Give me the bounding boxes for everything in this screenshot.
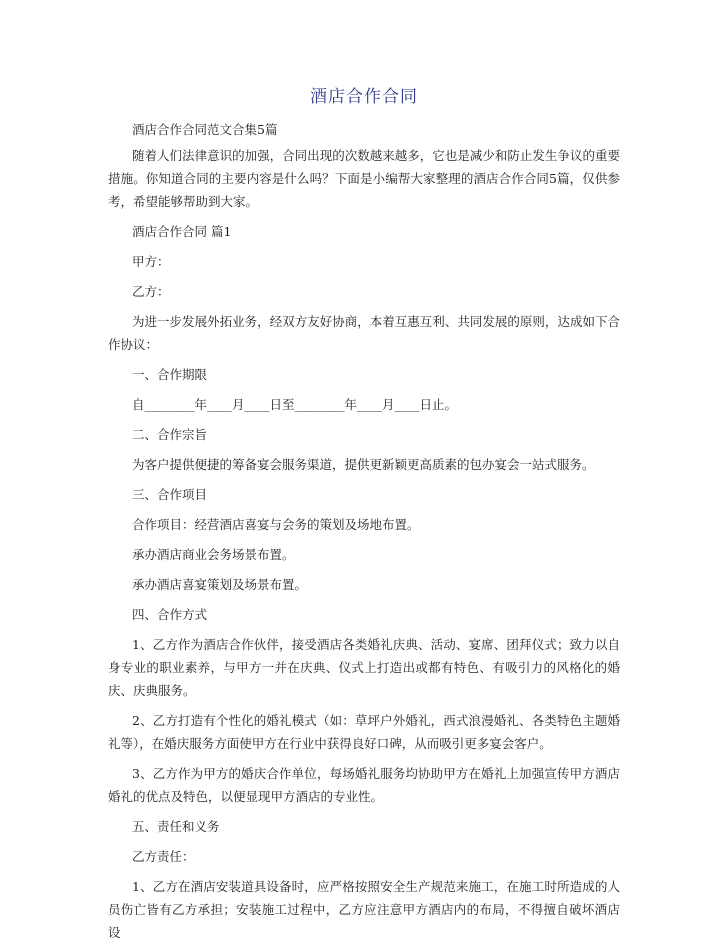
party-b-duties-heading: 乙方责任： <box>132 849 195 864</box>
party-b-line: 乙方： <box>132 284 170 299</box>
document-title: 酒店合作合同 <box>310 87 418 107</box>
method-item-3: 3、乙方作为甲方的婚庆合作单位，每场婚礼服务均协助甲方在婚礼上加强宣传甲方酒店婚礼的优点及特色，以便显现甲方酒店的专业性。 <box>108 766 620 804</box>
duty-item-1: 1、乙方在酒店安装道具设备时，应严格按照安全生产规范来施工，在施工时所造成的人员伤亡皆有乙方承担；安装施工过程中，乙方应注意甲方酒店内的布局，不得擅自破坏酒店设 <box>108 879 620 940</box>
clause-heading-method: 四、合作方式 <box>132 607 208 622</box>
clause-heading-term: 一、合作期限 <box>132 367 208 382</box>
term-dates-line: 自________年____月____日至________年____月____日止。 <box>132 397 458 412</box>
party-a-line: 甲方： <box>132 254 170 269</box>
purpose-paragraph: 为客户提供便捷的筹备宴会服务渠道，提供更新颖更高质素的包办宴会一站式服务。 <box>132 457 595 472</box>
preamble-paragraph: 为进一步发展外拓业务，经双方友好协商，本着互惠互利、共同发展的原则，达成如下合作协议： <box>108 314 620 352</box>
method-item-2: 2、乙方打造有个性化的婚礼模式（如：草坪户外婚礼，西式浪漫婚礼、各类特色主题婚礼等），在婚庆服务方面使甲方在行业中获得良好口碑，从而吸引更多宴会客户。 <box>108 713 620 751</box>
subtitle-paragraph: 酒店合作合同范文合集5篇 <box>132 122 278 137</box>
section-heading-part1: 酒店合作合同 篇1 <box>132 224 232 239</box>
items-line-3: 承办酒店喜宴策划及场景布置。 <box>132 577 308 592</box>
method-item-1: 1、乙方作为酒店合作伙伴，接受酒店各类婚礼庆典、活动、宴席、团拜仪式；致力以自身专业的职业素养，与甲方一并在庆典、仪式上打造出或都有特色、有吸引力的风格化的婚庆、庆典服务。 <box>108 637 620 698</box>
clause-heading-purpose: 二、合作宗旨 <box>132 427 208 442</box>
items-line-2: 承办酒店商业会务场景布置。 <box>132 547 295 562</box>
clause-heading-items: 三、合作项目 <box>132 487 208 502</box>
items-line-1: 合作项目：经营酒店喜宴与会务的策划及场地布置。 <box>132 517 420 532</box>
intro-paragraph: 随着人们法律意识的加强，合同出现的次数越来越多，它也是减少和防止发生争议的重要措施。你知道合同的主要内容是什么吗？下面是小编帮大家整理的酒店合作合同5篇，仅供参考，希望能够帮助到大家。 <box>108 148 620 209</box>
clause-heading-duties: 五、责任和义务 <box>132 819 220 834</box>
